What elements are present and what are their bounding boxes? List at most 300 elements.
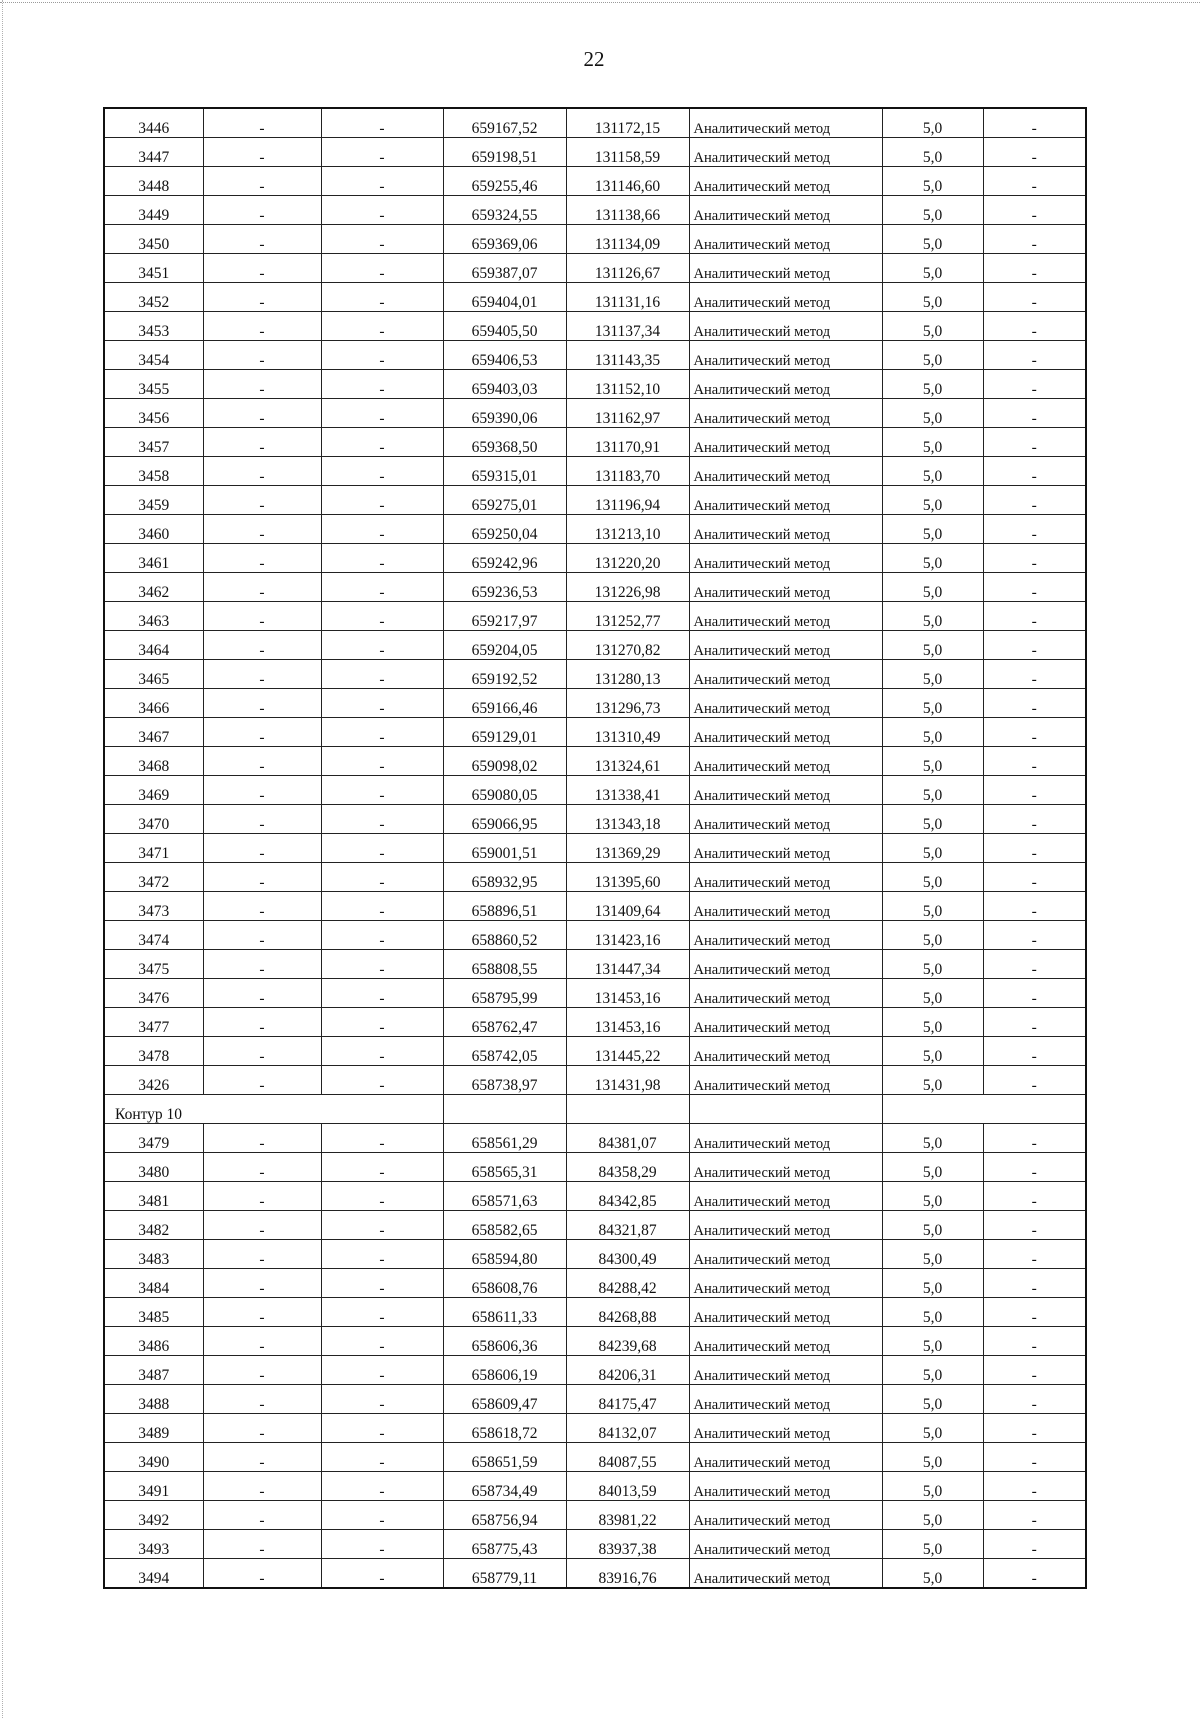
method-cell: Аналитический метод — [689, 1356, 882, 1385]
method-cell: Аналитический метод — [689, 167, 882, 196]
accuracy-cell: 5,0 — [882, 370, 983, 399]
point-number-cell: 3486 — [104, 1327, 203, 1356]
dash-cell: - — [983, 747, 1086, 776]
dash-cell: - — [203, 370, 321, 399]
method-cell: Аналитический метод — [689, 834, 882, 863]
dash-cell: - — [321, 544, 443, 573]
point-number-cell: 3452 — [104, 283, 203, 312]
dash-cell: - — [983, 950, 1086, 979]
dash-cell: - — [203, 312, 321, 341]
y-coordinate-cell: 131220,20 — [566, 544, 689, 573]
x-coordinate-cell: 658582,65 — [443, 1211, 566, 1240]
x-coordinate-cell: 659324,55 — [443, 196, 566, 225]
accuracy-cell: 5,0 — [882, 1124, 983, 1153]
method-cell: Аналитический метод — [689, 1211, 882, 1240]
x-coordinate-cell: 658795,99 — [443, 979, 566, 1008]
point-number-cell: 3488 — [104, 1385, 203, 1414]
x-coordinate-cell: 659255,46 — [443, 167, 566, 196]
dash-cell: - — [203, 718, 321, 747]
method-cell: Аналитический метод — [689, 283, 882, 312]
dash-cell: - — [983, 1385, 1086, 1414]
y-coordinate-cell: 83937,38 — [566, 1530, 689, 1559]
point-number-cell: 3482 — [104, 1211, 203, 1240]
dash-cell: - — [983, 1269, 1086, 1298]
method-cell: Аналитический метод — [689, 805, 882, 834]
method-cell: Аналитический метод — [689, 1414, 882, 1443]
dash-cell: - — [983, 776, 1086, 805]
table-row — [104, 1211, 1086, 1240]
dash-cell: - — [203, 254, 321, 283]
x-coordinate-cell: 658611,33 — [443, 1298, 566, 1327]
y-coordinate-cell: 131137,34 — [566, 312, 689, 341]
dash-cell: - — [321, 689, 443, 718]
y-coordinate-cell: 131252,77 — [566, 602, 689, 631]
table-row — [104, 283, 1086, 312]
table-row — [104, 167, 1086, 196]
accuracy-cell: 5,0 — [882, 1472, 983, 1501]
table-row — [104, 341, 1086, 370]
dash-cell: - — [321, 1501, 443, 1530]
accuracy-cell: 5,0 — [882, 457, 983, 486]
method-cell: Аналитический метод — [689, 1472, 882, 1501]
dash-cell: - — [983, 1559, 1086, 1589]
dash-cell: - — [983, 689, 1086, 718]
x-coordinate-cell: 659390,06 — [443, 399, 566, 428]
dash-cell: - — [983, 1124, 1086, 1153]
x-coordinate-cell: 659001,51 — [443, 834, 566, 863]
x-coordinate-cell: 659403,03 — [443, 370, 566, 399]
dash-cell: - — [321, 1124, 443, 1153]
accuracy-cell: 5,0 — [882, 718, 983, 747]
x-coordinate-cell: 658734,49 — [443, 1472, 566, 1501]
y-coordinate-cell: 131270,82 — [566, 631, 689, 660]
dash-cell: - — [321, 1269, 443, 1298]
dash-cell: - — [983, 1066, 1086, 1095]
dash-cell: - — [321, 1066, 443, 1095]
y-coordinate-cell: 84239,68 — [566, 1327, 689, 1356]
dash-cell: - — [203, 1269, 321, 1298]
accuracy-cell: 5,0 — [882, 312, 983, 341]
dash-cell: - — [321, 1443, 443, 1472]
table-body — [104, 108, 1086, 1588]
method-cell: Аналитический метод — [689, 1124, 882, 1153]
method-cell: Аналитический метод — [689, 341, 882, 370]
dash-cell: - — [983, 486, 1086, 515]
x-coordinate-cell: 658756,94 — [443, 1501, 566, 1530]
accuracy-cell: 5,0 — [882, 950, 983, 979]
y-coordinate-cell: 131338,41 — [566, 776, 689, 805]
accuracy-cell: 5,0 — [882, 1414, 983, 1443]
dash-cell: - — [321, 515, 443, 544]
x-coordinate-cell: 659387,07 — [443, 254, 566, 283]
dash-cell: - — [983, 544, 1086, 573]
method-cell: Аналитический метод — [689, 1153, 882, 1182]
accuracy-cell: 5,0 — [882, 1008, 983, 1037]
y-coordinate-cell: 84268,88 — [566, 1298, 689, 1327]
accuracy-cell: 5,0 — [882, 1182, 983, 1211]
point-number-cell: 3480 — [104, 1153, 203, 1182]
dash-cell: - — [983, 225, 1086, 254]
y-coordinate-cell: 84342,85 — [566, 1182, 689, 1211]
x-coordinate-cell: 658608,76 — [443, 1269, 566, 1298]
scan-edge-left — [2, 0, 3, 1718]
dash-cell: - — [321, 399, 443, 428]
dash-cell: - — [321, 1356, 443, 1385]
point-number-cell: 3467 — [104, 718, 203, 747]
accuracy-cell: 5,0 — [882, 573, 983, 602]
dash-cell: - — [983, 834, 1086, 863]
accuracy-cell: 5,0 — [882, 979, 983, 1008]
dash-cell: - — [203, 1385, 321, 1414]
dash-cell: - — [203, 1559, 321, 1589]
accuracy-cell: 5,0 — [882, 254, 983, 283]
y-coordinate-cell: 84358,29 — [566, 1153, 689, 1182]
y-coordinate-cell: 84288,42 — [566, 1269, 689, 1298]
table-row — [104, 602, 1086, 631]
point-number-cell: 3487 — [104, 1356, 203, 1385]
method-cell: Аналитический метод — [689, 1240, 882, 1269]
method-cell: Аналитический метод — [689, 776, 882, 805]
dash-cell: - — [321, 718, 443, 747]
point-number-cell: 3457 — [104, 428, 203, 457]
dash-cell: - — [203, 428, 321, 457]
table-row — [104, 834, 1086, 863]
x-coordinate-cell: 658742,05 — [443, 1037, 566, 1066]
accuracy-cell: 5,0 — [882, 747, 983, 776]
dash-cell: - — [983, 602, 1086, 631]
dash-cell: - — [321, 486, 443, 515]
point-number-cell: 3462 — [104, 573, 203, 602]
dash-cell: - — [203, 1298, 321, 1327]
point-number-cell: 3453 — [104, 312, 203, 341]
dash-cell: - — [983, 979, 1086, 1008]
y-coordinate-cell: 131146,60 — [566, 167, 689, 196]
dash-cell: - — [203, 1530, 321, 1559]
dash-cell: - — [321, 457, 443, 486]
dash-cell: - — [203, 138, 321, 167]
method-cell: Аналитический метод — [689, 515, 882, 544]
table-row — [104, 776, 1086, 805]
point-number-cell: 3493 — [104, 1530, 203, 1559]
method-cell: Аналитический метод — [689, 1037, 882, 1066]
scan-edge-top — [0, 2, 1200, 3]
table-row — [104, 1269, 1086, 1298]
accuracy-cell: 5,0 — [882, 921, 983, 950]
dash-cell: - — [983, 108, 1086, 138]
point-number-cell: 3456 — [104, 399, 203, 428]
x-coordinate-cell: 659236,53 — [443, 573, 566, 602]
x-coordinate-cell: 658571,63 — [443, 1182, 566, 1211]
method-cell: Аналитический метод — [689, 486, 882, 515]
accuracy-cell: 5,0 — [882, 1327, 983, 1356]
y-coordinate-cell: 84175,47 — [566, 1385, 689, 1414]
x-coordinate-cell: 659167,52 — [443, 108, 566, 138]
dash-cell: - — [983, 1037, 1086, 1066]
dash-cell: - — [321, 776, 443, 805]
point-number-cell: 3491 — [104, 1472, 203, 1501]
y-coordinate-cell: 131172,15 — [566, 108, 689, 138]
dash-cell: - — [983, 631, 1086, 660]
y-coordinate-cell: 131324,61 — [566, 747, 689, 776]
x-coordinate-cell: 658651,59 — [443, 1443, 566, 1472]
accuracy-cell: 5,0 — [882, 892, 983, 921]
accuracy-cell: 5,0 — [882, 834, 983, 863]
point-number-cell: 3490 — [104, 1443, 203, 1472]
method-cell: Аналитический метод — [689, 863, 882, 892]
point-number-cell: 3481 — [104, 1182, 203, 1211]
dash-cell: - — [321, 108, 443, 138]
accuracy-cell: 5,0 — [882, 1443, 983, 1472]
page-number: 22 — [583, 47, 605, 71]
table-row — [104, 1356, 1086, 1385]
y-coordinate-cell: 84206,31 — [566, 1356, 689, 1385]
method-cell: Аналитический метод — [689, 254, 882, 283]
dash-cell: - — [983, 167, 1086, 196]
table-row — [104, 1472, 1086, 1501]
table-row — [104, 573, 1086, 602]
point-number-cell: 3458 — [104, 457, 203, 486]
y-coordinate-cell: 131138,66 — [566, 196, 689, 225]
accuracy-cell: 5,0 — [882, 863, 983, 892]
dash-cell: - — [321, 1414, 443, 1443]
accuracy-cell: 5,0 — [882, 1385, 983, 1414]
method-cell: Аналитический метод — [689, 747, 882, 776]
point-number-cell: 3479 — [104, 1124, 203, 1153]
empty-end-cell — [882, 1095, 1086, 1124]
method-cell: Аналитический метод — [689, 108, 882, 138]
y-coordinate-cell: 131453,16 — [566, 979, 689, 1008]
point-number-cell: 3466 — [104, 689, 203, 718]
dash-cell: - — [203, 1443, 321, 1472]
dash-cell: - — [983, 921, 1086, 950]
dash-cell: - — [321, 370, 443, 399]
x-coordinate-cell: 659198,51 — [443, 138, 566, 167]
x-coordinate-cell: 659242,96 — [443, 544, 566, 573]
dash-cell: - — [983, 863, 1086, 892]
dash-cell: - — [983, 1182, 1086, 1211]
dash-cell: - — [203, 979, 321, 1008]
dash-cell: - — [321, 428, 443, 457]
accuracy-cell: 5,0 — [882, 631, 983, 660]
method-cell: Аналитический метод — [689, 457, 882, 486]
dash-cell: - — [203, 950, 321, 979]
x-coordinate-cell: 658606,19 — [443, 1356, 566, 1385]
accuracy-cell: 5,0 — [882, 283, 983, 312]
dash-cell: - — [203, 805, 321, 834]
table-row — [104, 718, 1086, 747]
dash-cell: - — [321, 167, 443, 196]
method-cell: Аналитический метод — [689, 718, 882, 747]
point-number-cell: 3449 — [104, 196, 203, 225]
accuracy-cell: 5,0 — [882, 1037, 983, 1066]
dash-cell: - — [983, 1327, 1086, 1356]
point-number-cell: 3473 — [104, 892, 203, 921]
point-number-cell: 3478 — [104, 1037, 203, 1066]
x-coordinate-cell: 659369,06 — [443, 225, 566, 254]
dash-cell: - — [203, 283, 321, 312]
x-coordinate-cell: 659098,02 — [443, 747, 566, 776]
method-cell: Аналитический метод — [689, 544, 882, 573]
accuracy-cell: 5,0 — [882, 544, 983, 573]
table-row — [104, 1240, 1086, 1269]
method-cell: Аналитический метод — [689, 660, 882, 689]
dash-cell: - — [321, 1298, 443, 1327]
table-row — [104, 1008, 1086, 1037]
point-number-cell: 3474 — [104, 921, 203, 950]
dash-cell: - — [983, 1414, 1086, 1443]
dash-cell: - — [203, 1008, 321, 1037]
dash-cell: - — [321, 979, 443, 1008]
y-coordinate-cell: 84087,55 — [566, 1443, 689, 1472]
dash-cell: - — [203, 660, 321, 689]
dash-cell: - — [203, 863, 321, 892]
empty-x-cell — [443, 1095, 566, 1124]
method-cell: Аналитический метод — [689, 1066, 882, 1095]
point-number-cell: 3471 — [104, 834, 203, 863]
method-cell: Аналитический метод — [689, 1182, 882, 1211]
method-cell: Аналитический метод — [689, 573, 882, 602]
table-row — [104, 1385, 1086, 1414]
point-number-cell: 3483 — [104, 1240, 203, 1269]
table-row — [104, 1124, 1086, 1153]
y-coordinate-cell: 131280,13 — [566, 660, 689, 689]
point-number-cell: 3460 — [104, 515, 203, 544]
table-row — [104, 1298, 1086, 1327]
dash-cell: - — [321, 892, 443, 921]
x-coordinate-cell: 658808,55 — [443, 950, 566, 979]
x-coordinate-cell: 658932,95 — [443, 863, 566, 892]
dash-cell: - — [321, 283, 443, 312]
y-coordinate-cell: 131343,18 — [566, 805, 689, 834]
coordinates-table — [103, 107, 1087, 1589]
dash-cell: - — [321, 1327, 443, 1356]
table-row — [104, 108, 1086, 138]
point-number-cell: 3494 — [104, 1559, 203, 1589]
accuracy-cell: 5,0 — [882, 602, 983, 631]
point-number-cell: 3477 — [104, 1008, 203, 1037]
dash-cell: - — [983, 1530, 1086, 1559]
point-number-cell: 3455 — [104, 370, 203, 399]
point-number-cell: 3468 — [104, 747, 203, 776]
dash-cell: - — [203, 1327, 321, 1356]
dash-cell: - — [321, 1559, 443, 1589]
contour-label: Контур 10 — [104, 1095, 443, 1124]
x-coordinate-cell: 658779,11 — [443, 1559, 566, 1589]
point-number-cell: 3465 — [104, 660, 203, 689]
method-cell: Аналитический метод — [689, 370, 882, 399]
accuracy-cell: 5,0 — [882, 805, 983, 834]
dash-cell: - — [203, 921, 321, 950]
x-coordinate-cell: 658762,47 — [443, 1008, 566, 1037]
method-cell: Аналитический метод — [689, 602, 882, 631]
table-row — [104, 921, 1086, 950]
table-row — [104, 312, 1086, 341]
dash-cell: - — [321, 1008, 443, 1037]
y-coordinate-cell: 131126,67 — [566, 254, 689, 283]
dash-cell: - — [321, 225, 443, 254]
dash-cell: - — [983, 718, 1086, 747]
y-coordinate-cell: 131134,09 — [566, 225, 689, 254]
point-number-cell: 3451 — [104, 254, 203, 283]
dash-cell: - — [203, 1472, 321, 1501]
point-number-cell: 3447 — [104, 138, 203, 167]
table-row — [104, 950, 1086, 979]
point-number-cell: 3448 — [104, 167, 203, 196]
dash-cell: - — [203, 1240, 321, 1269]
method-cell: Аналитический метод — [689, 138, 882, 167]
table-row — [104, 457, 1086, 486]
y-coordinate-cell: 131447,34 — [566, 950, 689, 979]
y-coordinate-cell: 131409,64 — [566, 892, 689, 921]
accuracy-cell: 5,0 — [882, 689, 983, 718]
method-cell: Аналитический метод — [689, 689, 882, 718]
x-coordinate-cell: 659066,95 — [443, 805, 566, 834]
dash-cell: - — [203, 892, 321, 921]
method-cell: Аналитический метод — [689, 399, 882, 428]
dash-cell: - — [203, 1153, 321, 1182]
point-number-cell: 3475 — [104, 950, 203, 979]
y-coordinate-cell: 131183,70 — [566, 457, 689, 486]
point-number-cell: 3484 — [104, 1269, 203, 1298]
dash-cell: - — [321, 602, 443, 631]
dash-cell: - — [321, 138, 443, 167]
dash-cell: - — [983, 515, 1086, 544]
table-row — [104, 1066, 1086, 1095]
dash-cell: - — [321, 1182, 443, 1211]
method-cell: Аналитический метод — [689, 1559, 882, 1589]
y-coordinate-cell: 131131,16 — [566, 283, 689, 312]
dash-cell: - — [321, 950, 443, 979]
table-row — [104, 805, 1086, 834]
accuracy-cell: 5,0 — [882, 1559, 983, 1589]
dash-cell: - — [983, 1501, 1086, 1530]
point-number-cell: 3470 — [104, 805, 203, 834]
y-coordinate-cell: 131158,59 — [566, 138, 689, 167]
y-coordinate-cell: 131143,35 — [566, 341, 689, 370]
y-coordinate-cell: 131445,22 — [566, 1037, 689, 1066]
accuracy-cell: 5,0 — [882, 341, 983, 370]
dash-cell: - — [321, 863, 443, 892]
table-row — [104, 1530, 1086, 1559]
point-number-cell: 3492 — [104, 1501, 203, 1530]
dash-cell: - — [983, 370, 1086, 399]
dash-cell: - — [321, 660, 443, 689]
x-coordinate-cell: 658565,31 — [443, 1153, 566, 1182]
table-row — [104, 689, 1086, 718]
x-coordinate-cell: 659405,50 — [443, 312, 566, 341]
accuracy-cell: 5,0 — [882, 1211, 983, 1240]
dash-cell: - — [203, 341, 321, 370]
table-row — [104, 254, 1086, 283]
x-coordinate-cell: 659204,05 — [443, 631, 566, 660]
dash-cell: - — [983, 573, 1086, 602]
dash-cell: - — [203, 1211, 321, 1240]
dash-cell: - — [983, 805, 1086, 834]
table-row — [104, 225, 1086, 254]
method-cell: Аналитический метод — [689, 1443, 882, 1472]
table-row — [104, 1559, 1086, 1589]
dash-cell: - — [983, 1240, 1086, 1269]
y-coordinate-cell: 131152,10 — [566, 370, 689, 399]
point-number-cell: 3446 — [104, 108, 203, 138]
dash-cell: - — [983, 196, 1086, 225]
dash-cell: - — [321, 1211, 443, 1240]
dash-cell: - — [321, 573, 443, 602]
x-coordinate-cell: 658561,29 — [443, 1124, 566, 1153]
accuracy-cell: 5,0 — [882, 399, 983, 428]
dash-cell: - — [203, 631, 321, 660]
dash-cell: - — [983, 1211, 1086, 1240]
